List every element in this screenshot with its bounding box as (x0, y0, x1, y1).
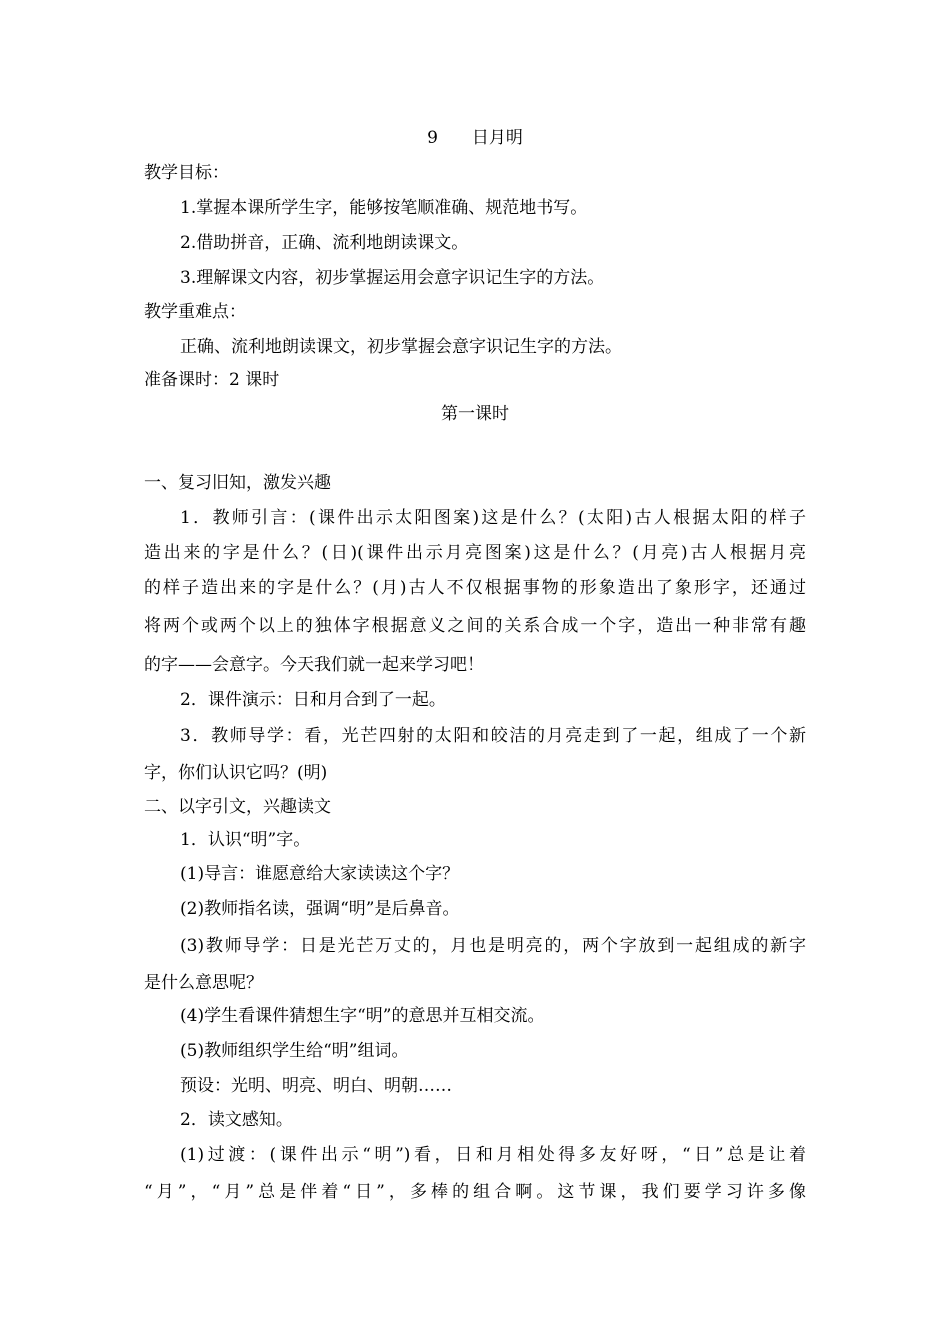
paragraph-line: 将两个或两个以上的独体字根据意义之间的关系合成一个字，造出一种非常有趣 (144, 616, 806, 636)
lesson-number: 9 (427, 128, 438, 148)
paragraph-line: (2)教师指名读，强调“明”是后鼻音。 (180, 899, 460, 919)
paragraph-line: (3)教师导学：日是光芒万丈的，月也是明亮的，两个字放到一起组成的新字 (180, 936, 806, 956)
paragraph-line: 的字——会意字。今天我们就一起来学习吧！ (144, 655, 484, 675)
paragraph-line: “月”，“月”总是伴着“日”，多棒的组合啊。这节课，我们要学习许多像 (144, 1182, 806, 1202)
goal-item-1: 1.掌握本课所学生字，能够按笔顺准确、规范地书写。 (180, 198, 588, 218)
key-points-heading: 教学重难点： (144, 302, 246, 322)
paragraph-line: 字，你们认识它吗？(明) (144, 763, 328, 783)
paragraph-line: 预设：光明、明亮、明白、明朝…… (180, 1076, 452, 1096)
paragraph-line: 是什么意思呢？ (144, 973, 263, 993)
goals-heading: 教学目标： (144, 163, 229, 183)
lesson-title-text: 日月明 (471, 128, 523, 148)
paragraph-line: (1)过渡：(课件出示“明”)看，日和月相处得多友好呀，“日”总是让着 (180, 1145, 806, 1165)
paragraph-line: (4)学生看课件猜想生字“明”的意思并互相交流。 (180, 1006, 545, 1026)
goal-item-3: 3.理解课文内容，初步掌握运用会意字识记生字的方法。 (180, 268, 605, 288)
part-one-heading: 一、复习旧知，激发兴趣 (144, 473, 331, 493)
key-points-text: 正确、流利地朗读课文，初步掌握会意字识记生字的方法。 (180, 337, 622, 357)
lesson-period-heading: 第一课时 (441, 404, 509, 424)
paragraph-line: 3．教师导学：看，光芒四射的太阳和皎洁的月亮走到了一起，组成了一个新 (180, 726, 806, 746)
part-two-heading: 二、以字引文，兴趣读文 (144, 797, 331, 817)
class-hours: 准备课时：2 课时 (144, 370, 280, 390)
paragraph-line: 的样子造出来的字是什么？(月)古人不仅根据事物的形象造出了象形字，还通过 (144, 578, 806, 598)
paragraph-line: 2．读文感知。 (180, 1110, 293, 1130)
paragraph-line: 1．认识“明”字。 (180, 830, 311, 850)
lesson-title (144, 128, 806, 148)
paragraph-line: (5)教师组织学生给“明”组词。 (180, 1041, 409, 1061)
paragraph-line: (1)导言：谁愿意给大家读读这个字？ (180, 864, 460, 884)
goal-item-2: 2.借助拼音，正确、流利地朗读课文。 (180, 233, 469, 253)
paragraph-line: 2．课件演示：日和月合到了一起。 (180, 690, 446, 710)
paragraph-line: 造出来的字是什么？(日)(课件出示月亮图案)这是什么？(月亮)古人根据月亮 (144, 543, 806, 563)
paragraph-line: 1．教师引言：(课件出示太阳图案)这是什么？(太阳)古人根据太阳的样子 (180, 508, 806, 528)
